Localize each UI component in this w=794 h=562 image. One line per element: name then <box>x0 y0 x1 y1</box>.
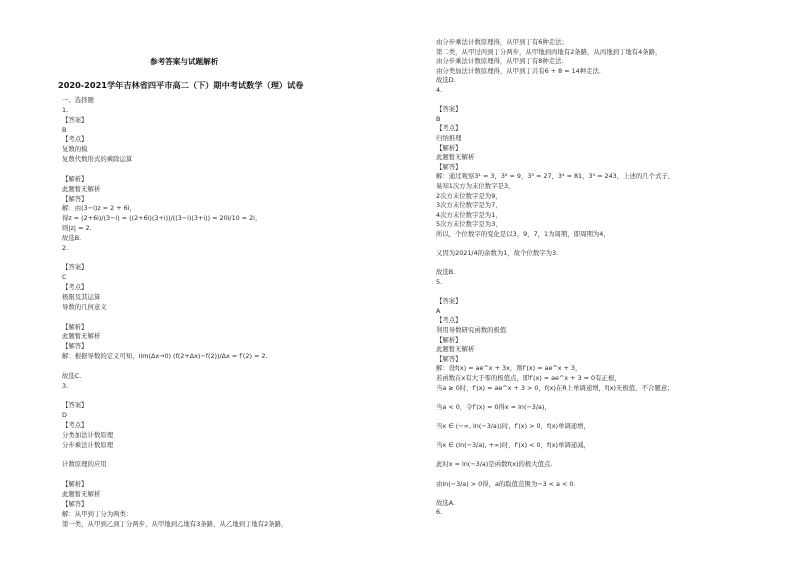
solution-line: 解：通过观察3¹ = 3，3² = 9，3³ = 27，3⁴ = 81，3⁵ = 243，上述的几个式子， <box>436 172 675 181</box>
solution-line: 解：根据导数的定义可知，lim(Δx→0) (f(2+Δx)−f(2))/Δx = f′(2) = 2. <box>62 352 268 361</box>
solution-line: B <box>62 125 67 134</box>
solution-line: 【考点】 <box>436 316 462 325</box>
solution-line: 【考点】 <box>436 124 462 133</box>
solution-line: 【解析】 <box>62 480 88 489</box>
solution-line: B <box>436 114 441 123</box>
solution-line: 由分类加法计数原理得，从甲到丁共有6 + 8 = 14种走法. <box>436 66 601 75</box>
solution-line: 当a ≥ 0时，f′(x) = ae^x + 3 > 0，f(x)在R上单调递增，f(x)无极值，不合题意； <box>436 383 674 392</box>
solution-line: 5次方末位数字是为3， <box>436 220 502 229</box>
solution-line: 3. <box>62 381 69 390</box>
solution-line: 【解答】 <box>62 342 88 351</box>
solution-line: 易知1次方为末位数字是3， <box>436 182 515 190</box>
solution-line: 归纳推理 <box>436 134 462 142</box>
solution-line: 解：设f(x) = ae^x + 3x，则f′(x) = ae^x + 3， <box>436 364 582 373</box>
solution-line: 当a < 0，令f′(x) = 0得x = ln(−3/a)， <box>436 402 551 411</box>
solution-line: 【解答】 <box>62 499 88 508</box>
solution-line: D <box>62 411 67 420</box>
solution-line: 第一类，从甲到乙到丁分两步，从甲地到乙地有3条路，从乙地到丁地有2条路， <box>62 519 288 528</box>
solution-line: 由ln(−3/a) > 0得，a的取值范围为−3 < a < 0. <box>436 479 576 488</box>
solution-line: 利用导数研究函数的极值 <box>436 326 507 334</box>
exam-subtitle: 2020-2021学年吉林省四平市高二（下）期中考试数学（理）试卷 <box>58 80 304 90</box>
solution-line: 复数代数形式的乘除运算 <box>62 155 133 164</box>
solution-line: 得z = (2+6i)/(3−i) = ((2+6i)(3+i))/((3−i)(3+i)) = 20i/10 = 2i， <box>62 214 262 223</box>
solution-line: 【答案】 <box>62 115 88 124</box>
document-title: 参考答案与试题解析 <box>150 57 219 66</box>
solution-line: 当x ∈ (ln(−3/a), +∞)时，f′(x) < 0，f(x)单调递减， <box>436 441 590 450</box>
solution-line: 3次方末位数字是为7， <box>436 201 502 210</box>
solution-line: 5. <box>436 278 443 286</box>
solution-line: 复数的模 <box>62 145 88 154</box>
solution-line: 此题暂无解析 <box>436 153 475 162</box>
solution-line: 由分步乘法计数原理得，从甲到丁有6种走法； <box>436 38 568 46</box>
solution-line: 所以，个位数字的变化是以3，9，7，1为周期，即周期为4， <box>436 230 610 238</box>
solution-line: 又因为2021/4的余数为1，故个位数字为3. <box>436 249 559 258</box>
solution-line: 故选A. <box>436 498 456 507</box>
solution-line: 导数的几何意义 <box>62 302 107 311</box>
solution-line: 【解析】 <box>62 322 88 331</box>
solution-line: 故选C. <box>62 371 82 380</box>
solution-line: 分步乘法计数原理 <box>62 440 114 449</box>
solution-line: 【答案】 <box>62 401 88 410</box>
solution-line: 【考点】 <box>62 421 88 430</box>
solution-line: 分类加法计数原理 <box>62 430 114 439</box>
solution-line: 【解答】 <box>436 162 462 171</box>
solution-line: 2次方末位数字是为9， <box>436 191 502 200</box>
solution-line: 【解析】 <box>436 143 462 152</box>
solution-line: 第二类，从甲过丙到丁分两步，从甲地到丙地有2条路，从丙地到丁地有4条路， <box>436 47 662 56</box>
solution-line: 计数原理的应用 <box>62 460 107 469</box>
solution-line: 则|z| = 2. <box>62 224 92 233</box>
solution-line: 4次方末位数字是为1， <box>436 210 502 219</box>
solution-line: 4. <box>436 86 443 94</box>
solution-line: 当x ∈ (−∞, ln(−3/a))时，f′(x) > 0，f(x)单调递增， <box>436 422 590 430</box>
solution-line: 故选D. <box>436 76 456 85</box>
solution-line: 【答案】 <box>436 105 462 114</box>
solution-line: C <box>62 273 67 282</box>
solution-line: 解：从甲到丁分为两类： <box>62 509 133 518</box>
solution-line: 故选B. <box>62 233 82 242</box>
solution-line: 一、选择题 <box>62 96 94 104</box>
solution-line: 由分步乘法计数原理得，从甲到丁有8种走法. <box>436 57 564 66</box>
solution-line: 极限及其运算 <box>62 293 101 301</box>
solution-line: 解：由(3−i)z = 2 + 6i， <box>62 204 136 213</box>
solution-line: 1. <box>62 105 69 114</box>
solution-line: 【考点】 <box>62 135 88 144</box>
solution-line: 【解答】 <box>436 354 462 363</box>
solution-line: 此题暂无解析 <box>62 490 101 498</box>
solution-line: 6. <box>436 508 443 517</box>
solution-line: 故选B. <box>436 268 456 277</box>
solution-line: 此题暂无解析 <box>436 345 475 354</box>
solution-line: 若函数在x有大于零的极值点，即f′(x) = ae^x + 3 = 0有正根， <box>436 374 621 382</box>
solution-line: 【解答】 <box>62 194 88 203</box>
solution-line: 2. <box>62 243 69 252</box>
solution-line: 此时x = ln(−3/a)是函数f(x)的极大值点. <box>436 460 553 469</box>
solution-line: 【答案】 <box>62 263 88 272</box>
solution-line: 【答案】 <box>436 297 462 306</box>
solution-line: 此题暂无解析 <box>62 332 101 341</box>
solution-line: A <box>436 306 441 315</box>
solution-line: 此题暂无解析 <box>62 184 101 193</box>
solution-line: 【解析】 <box>62 174 88 183</box>
solution-line: 【解析】 <box>436 335 462 344</box>
solution-line: 【考点】 <box>62 283 88 292</box>
